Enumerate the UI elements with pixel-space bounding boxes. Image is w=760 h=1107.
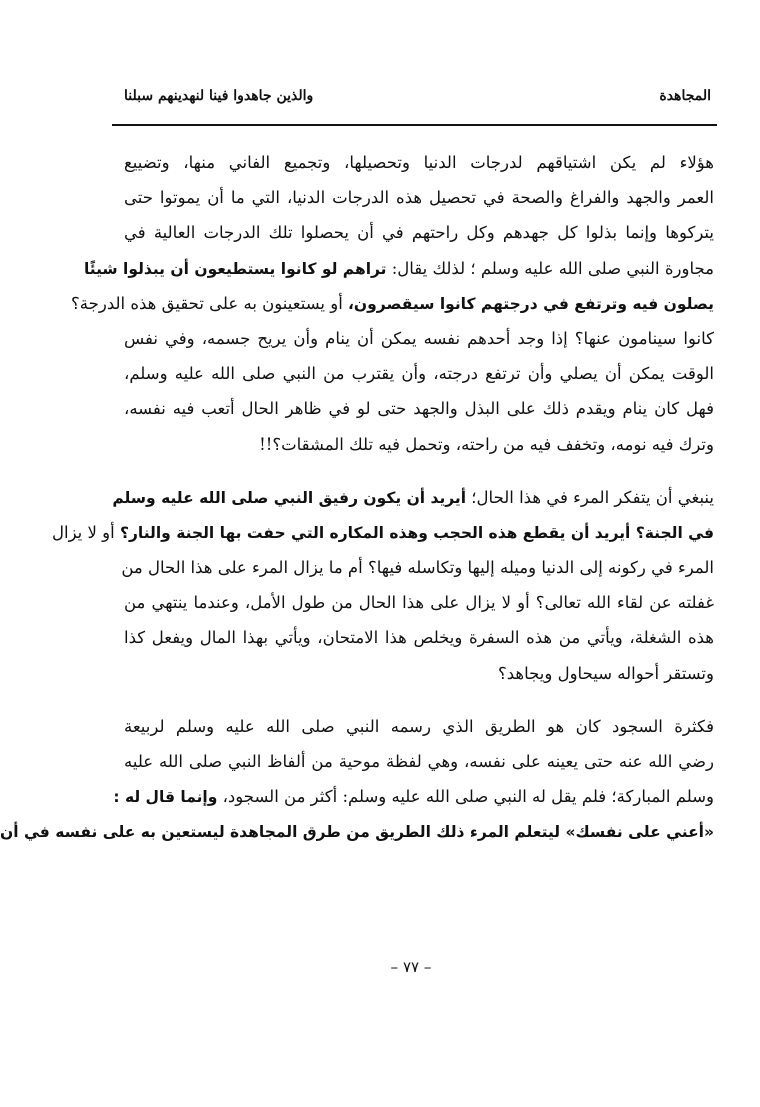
paragraph	[71, 145, 714, 462]
text-segment: فهل كان ينام ويقدم ذلك على البذل والجهد حتى لو في ظاهر الحال أتعب فيه نفسه،	[124, 399, 714, 419]
text-segment: أو لا يزال	[52, 522, 120, 542]
bold-text-segment: أيريد أن يكون رفيق النبي صلى الله عليه وسلم	[112, 488, 467, 507]
text-segment: هؤلاء لم يكن اشتياقهم لدرجات الدنيا وتحصيلها، وتجميع الفاني منها، وتضييع	[124, 153, 714, 172]
bold-text-segment: وإنما قال له :	[113, 788, 218, 807]
text-line	[71, 286, 714, 321]
bold-text-segment: «أعني على نفسك» ليتعلم المرء ذلك الطريق من طرق المجاهدة ليستعين به على نفسه في أن	[0, 823, 714, 842]
body-text	[0, 145, 714, 850]
paragraph-gap	[124, 462, 714, 480]
text-segment: العمر والجهد والفراغ والصحة في تحصيل هذه الدرجات الدنيا، التي ما أن يموتوا حتى	[124, 188, 714, 208]
text-segment: يتركوها وإنما بذلوا كل جهدهم وكل راحتهم في أن يحصلوا تلك الدرجات العالية في	[124, 223, 714, 243]
text-line	[124, 391, 714, 426]
page-number: – ٧٧ –	[390, 958, 432, 976]
text-line	[124, 321, 714, 356]
text-segment: المرء في ركونه إلى الدنيا وميله إليها وتكاسله فيها؟ أم ما يزال المرء على هذا الحال من	[121, 558, 714, 578]
text-line	[121, 550, 714, 585]
text-line	[124, 620, 714, 655]
running-title: والذين جاهدوا فينا لنهدينهم سبلنا	[124, 88, 314, 104]
paragraph-gap	[124, 691, 714, 709]
bold-text-segment: تراهم لو كانوا يستطيعون أن يبذلوا شيئًا	[83, 259, 387, 278]
paragraph	[52, 480, 714, 691]
text-line	[124, 656, 714, 691]
text-line	[124, 356, 714, 391]
bold-text-segment: في الجنة؟ أيريد أن يقطع هذه الحجب وهذه المكاره التي حفت بها الجنة والنار؟	[119, 523, 714, 542]
text-segment: وتستقر أحواله سيحاول ويجاهد؟	[497, 663, 714, 683]
text-line	[124, 709, 714, 744]
text-segment: الوقت يمكن أن يصلي وأن ترتفع درجته، وأن يقترب من النبي صلى الله عليه وسلم،	[124, 364, 714, 384]
text-line	[0, 814, 714, 849]
text-line	[124, 145, 714, 180]
text-line	[124, 180, 714, 215]
text-segment: ينبغي أن يتفكر المرء في هذا الحال؛	[466, 487, 714, 507]
text-line	[52, 515, 714, 550]
text-line	[124, 744, 714, 779]
paragraph	[0, 709, 714, 850]
text-line	[124, 215, 714, 250]
text-line	[124, 585, 714, 620]
text-segment: فكثرة السجود كان هو الطريق الذي رسمه النبي صلى الله عليه وسلم لربيعة	[124, 716, 714, 736]
text-segment: مجاورة النبي صلى الله عليه وسلم ؛ لذلك يقال:	[386, 258, 714, 278]
text-line	[124, 427, 714, 462]
bold-text-segment: يصلون فيه وترتفع في درجتهم كانوا سيقصرون،	[348, 294, 714, 313]
text-segment: غفلته عن لقاء الله تعالى؟ أو لا يزال على هذا الحال من طول الأمل، وعندما ينتهي من	[124, 593, 714, 613]
text-segment: وترك فيه نومه، وتخفف فيه من راحته، وتحمل فيه تلك المشقات؟!!	[259, 434, 714, 454]
text-segment: رضي الله عنه حتى يعينه على نفسه، وهي لفظة موحية من ألفاظ النبي صلى الله عليه	[124, 752, 714, 771]
text-line	[83, 251, 714, 286]
text-segment: وسلم المباركة؛ فلم يقل له النبي صلى الله عليه وسلم: أكثر من السجود،	[217, 787, 714, 807]
text-segment: هذه الشغلة، ويأتي من هذه السفرة ويخلص هذا الامتحان، ويأتي بهذا المال ويفعل كذا	[124, 628, 714, 648]
text-segment: كانوا سينامون عنها؟ إذا وجد أحدهم نفسه يمكن أن ينام وأن يريح جسمه، وفي نفس	[124, 328, 714, 348]
text-line	[113, 779, 714, 814]
page-header	[124, 88, 711, 114]
text-segment: أو يستعينون به على تحقيق هذه الدرجة؟	[71, 293, 349, 313]
section-title: المجاهدة	[659, 88, 711, 104]
text-line	[112, 480, 714, 515]
header-divider	[112, 124, 717, 126]
